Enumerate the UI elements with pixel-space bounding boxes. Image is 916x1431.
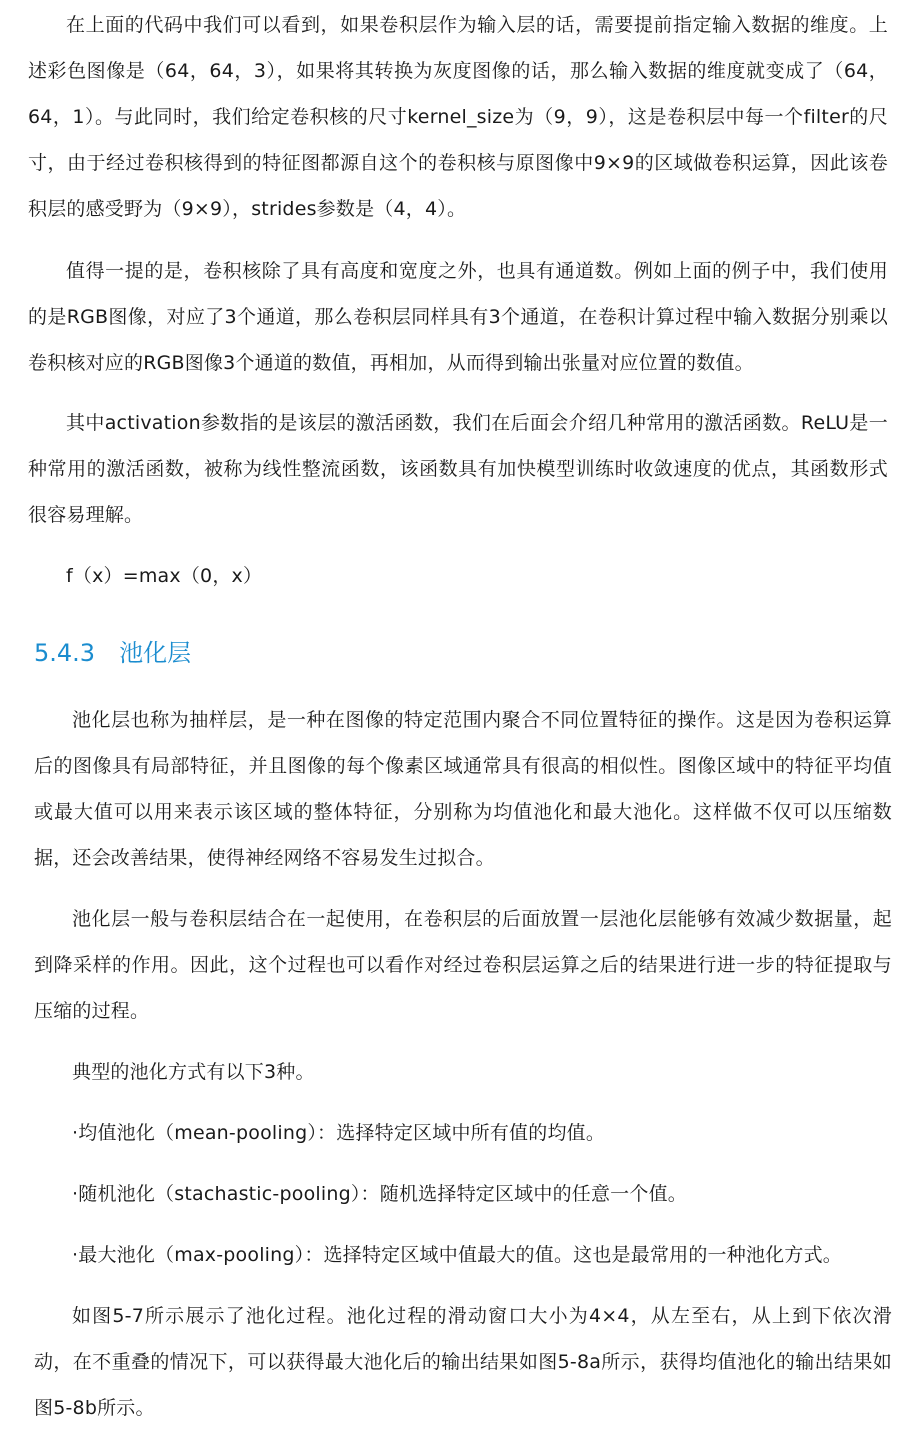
paragraph-conv-channels: 值得一提的是，卷积核除了具有高度和宽度之外，也具有通道数。例如上面的例子中，我们使用的是RGB图像，对应了3个通道，那么卷积层同样具有3个通道，在卷积计算过程中输入数据分别乘以卷积核对应的RGB图像3个通道的数值，再相加，从而得到输出张量对应位置的数值。 (28, 260, 888, 374)
paragraph-activation: 其中activation参数指的是该层的激活函数，我们在后面会介绍几种常用的激活函数。ReLU是一种常用的激活函数，被称为线性整流函数，该函数具有加快模型训练时收敛速度的优点，其函数形式很容易理解。 (28, 412, 888, 526)
paragraph-pooling-intro: 池化层也称为抽样层，是一种在图像的特定范围内聚合不同位置特征的操作。这是因为卷积运算后的图像具有局部特征，并且图像的每个像素区域通常具有很高的相似性。图像区域中的特征平均值或最大值可以用来表示该区域的整体特征，分别称为均值池化和最大池化。这样做不仅可以压缩数据，还会改善结果，使得神经网络不容易发生过拟合。 (34, 709, 892, 869)
relu-formula: f（x）=max（0，x） (66, 565, 263, 587)
section-heading-pooling (34, 630, 191, 676)
list-item-max-pooling: ·最大池化（max-pooling）：选择特定区域中值最大的值。这也是最常用的一种池化方式。 (72, 1244, 842, 1266)
paragraph-pooling-usage: 池化层一般与卷积层结合在一起使用，在卷积层的后面放置一层池化层能够有效减少数据量，起到降采样的作用。因此，这个过程也可以看作对经过卷积层运算之后的结果进行进一步的特征提取与压缩的过程。 (34, 908, 892, 1022)
paragraph-conv-input: 在上面的代码中我们可以看到，如果卷积层作为输入层的话，需要提前指定输入数据的维度。上述彩色图像是（64，64，3），如果将其转换为灰度图像的话，那么输入数据的维度就变成了（64，64，1）。与此同时，我们给定卷积核的尺寸kernel_size为（9，9），这是卷积层中每一个filter的尺寸，由于经过卷积核得到的特征图都源自这个的卷积核与原图像中9×9的区域做卷积运算，因此该卷积层的感受野为（9×9），strides参数是（4，4）。 (28, 14, 888, 220)
paragraph-pooling-figure: 如图5-7所示展示了池化过程。池化过程的滑动窗口大小为4×4，从左至右，从上到下依次滑动，在不重叠的情况下，可以获得最大池化后的输出结果如图5-8a所示，获得均值池化的输出结果如图5-8b所示。 (34, 1305, 892, 1419)
list-item-stochastic-pooling: ·随机池化（stachastic-pooling）：随机选择特定区域中的任意一个值。 (72, 1183, 687, 1205)
paragraph-pooling-types: 典型的池化方式有以下3种。 (72, 1061, 315, 1083)
section-title: 池化层 (119, 639, 192, 667)
section-number: 5.4.3 (34, 639, 96, 667)
list-item-mean-pooling: ·均值池化（mean-pooling）：选择特定区域中所有值的均值。 (72, 1122, 606, 1144)
